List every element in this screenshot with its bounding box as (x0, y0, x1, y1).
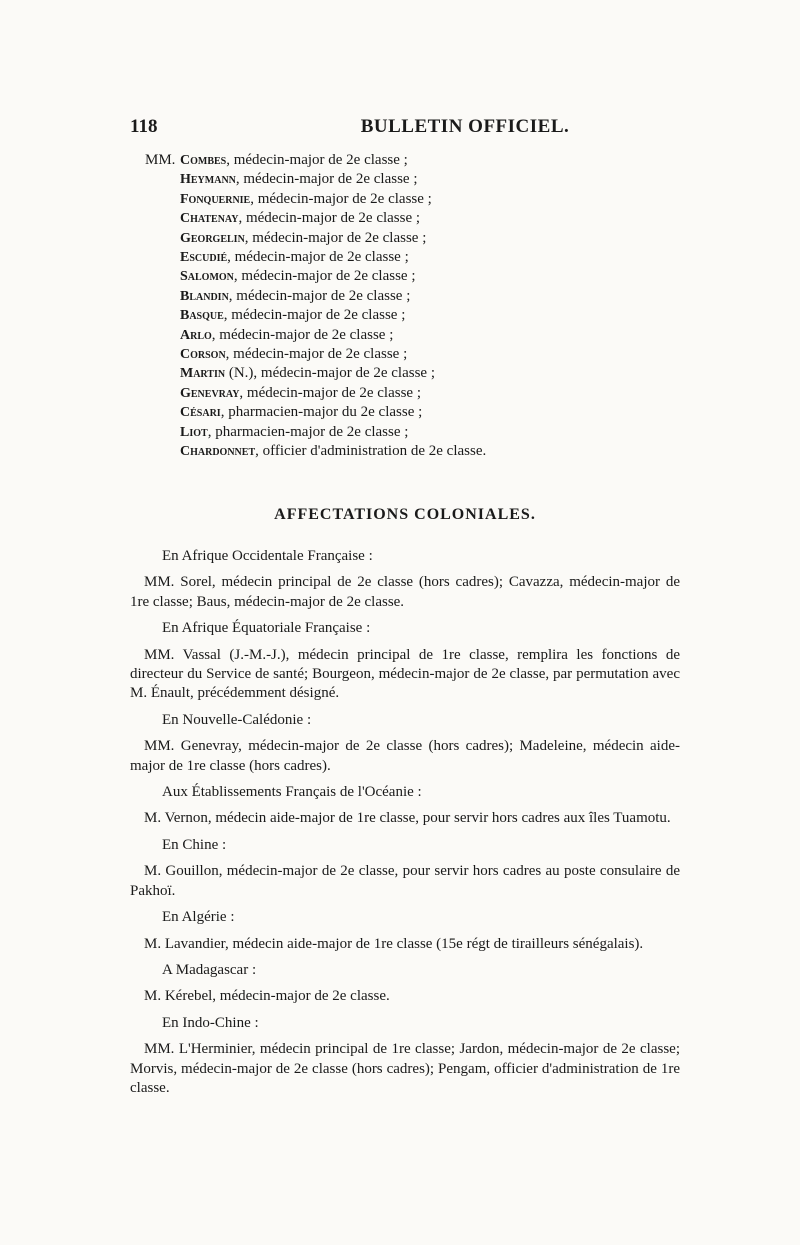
person-name: Salomon (180, 269, 234, 285)
person-name: Basque (180, 308, 224, 324)
assignment-paragraph: MM. Genevray, médecin-major de 2e classe (hors cadres); Madeleine, médecin aide-major de 1re classe (hors cadres). (130, 738, 680, 774)
region-heading: En Afrique Occidentale Française : (162, 548, 373, 564)
person-name: Genevray (180, 385, 240, 401)
promotion-list (145, 151, 665, 462)
person-rank: , officier d'administration de 2e classe. (255, 443, 487, 460)
list-item (145, 306, 665, 325)
person-rank: , médecin-major de 2e classe ; (235, 171, 418, 188)
assignment-paragraph: MM. Sorel, médecin principal de 2e classe (hors cadres); Cavazza, médecin-major de 1re classe; Baus, médecin-major de 2e classe. (130, 574, 680, 610)
person-name: Escudié (180, 250, 228, 266)
list-prefix: MM. (145, 152, 176, 168)
page-header (130, 116, 680, 142)
person-rank: (N.), médecin-major de 2e classe ; (225, 365, 436, 382)
person-name: Martin (180, 366, 226, 382)
person-name: Liot (180, 424, 208, 440)
region-heading: En Chine : (162, 836, 227, 853)
list-item (145, 442, 665, 461)
list-item (145, 209, 665, 228)
region-heading: Aux Établissements Français de l'Océanie : (162, 784, 422, 801)
region-heading: En Algérie : (162, 909, 235, 926)
region-heading: A Madagascar : (162, 961, 257, 978)
person-rank: , médecin-major de 2e classe ; (228, 287, 411, 304)
person-name: Césari (180, 405, 221, 421)
list-item (145, 423, 665, 442)
running-title: BULLETIN OFFICIEL. (360, 116, 570, 137)
person-name: Arlo (180, 327, 212, 343)
assignment-paragraph: M. Gouillon, médecin-major de 2e classe, pour servir hors cadres au poste consulaire de Pakhoï. (130, 863, 680, 899)
colonial-assignments (130, 540, 680, 1104)
person-name: Corson (180, 347, 226, 363)
list-item (145, 248, 665, 267)
list-item (145, 229, 665, 248)
assignment-paragraph: M. Lavandier, médecin aide-major de 1re classe (15e régt de tirailleurs sénégalais). (144, 935, 644, 952)
list-item (145, 170, 665, 189)
person-rank: , médecin-major de 2e classe ; (244, 229, 427, 246)
assignment-paragraph: M. Vernon, médecin aide-major de 1re classe, pour servir hors cadres aux îles Tuamotu. (144, 810, 671, 827)
person-rank: , médecin-major de 2e classe ; (239, 384, 422, 401)
person-rank: , médecin-major de 2e classe ; (233, 268, 416, 285)
list-item (145, 287, 665, 306)
list-item (145, 326, 665, 345)
person-name: Heymann (180, 172, 236, 188)
person-name: Blandin (180, 288, 229, 304)
list-item (145, 345, 665, 364)
assignment-paragraph: MM. Vassal (J.-M.-J.), médecin principal de 1re classe, remplira les fonctions de directeur du Service de santé; Bourgeon, médecin-major de 2e classe, par permutation avec M. Énault, précédemment désigné. (130, 646, 680, 702)
person-rank: , médecin-major de 2e classe ; (211, 326, 394, 343)
person-rank: , pharmacien-major de 2e classe ; (207, 423, 409, 440)
person-rank: , pharmacien-major du 2e classe ; (220, 404, 423, 421)
section-title: AFFECTATIONS COLONIALES. (274, 506, 536, 523)
person-name: Georgelin (180, 230, 245, 246)
person-name: Combes (180, 153, 227, 168)
person-rank: , médecin-major de 2e classe ; (227, 249, 409, 266)
person-rank: , médecin-major de 2e classe ; (238, 210, 421, 227)
person-rank: , médecin-major de 2e classe ; (225, 346, 408, 363)
person-rank: , médecin-major de 2e classe ; (226, 152, 408, 168)
person-name: Chardonnet (180, 444, 256, 460)
assignment-paragraph: MM. L'Herminier, médecin principal de 1re classe; Jardon, médecin-major de 2e classe; Morvis, médecin-major de 2e classe (hors cadres); Pengam, officier d'administration de 1re classe. (130, 1041, 680, 1096)
region-heading: En Nouvelle-Calédonie : (162, 711, 312, 728)
person-name: Chatenay (180, 211, 239, 227)
list-item (145, 190, 665, 209)
person-rank: , médecin-major de 2e classe ; (250, 190, 432, 207)
list-item (145, 151, 665, 170)
person-rank: , médecin-major de 2e classe ; (223, 307, 406, 324)
page-number: 118 (130, 116, 158, 137)
region-heading: En Afrique Équatoriale Française : (162, 620, 371, 637)
assignment-paragraph: M. Kérebel, médecin-major de 2e classe. (144, 988, 390, 1005)
list-item (145, 403, 665, 422)
list-item (145, 267, 665, 286)
region-heading: En Indo-Chine : (162, 1014, 259, 1031)
list-item (145, 364, 665, 383)
person-name: Fonquernie (180, 191, 251, 207)
list-item (145, 384, 665, 403)
